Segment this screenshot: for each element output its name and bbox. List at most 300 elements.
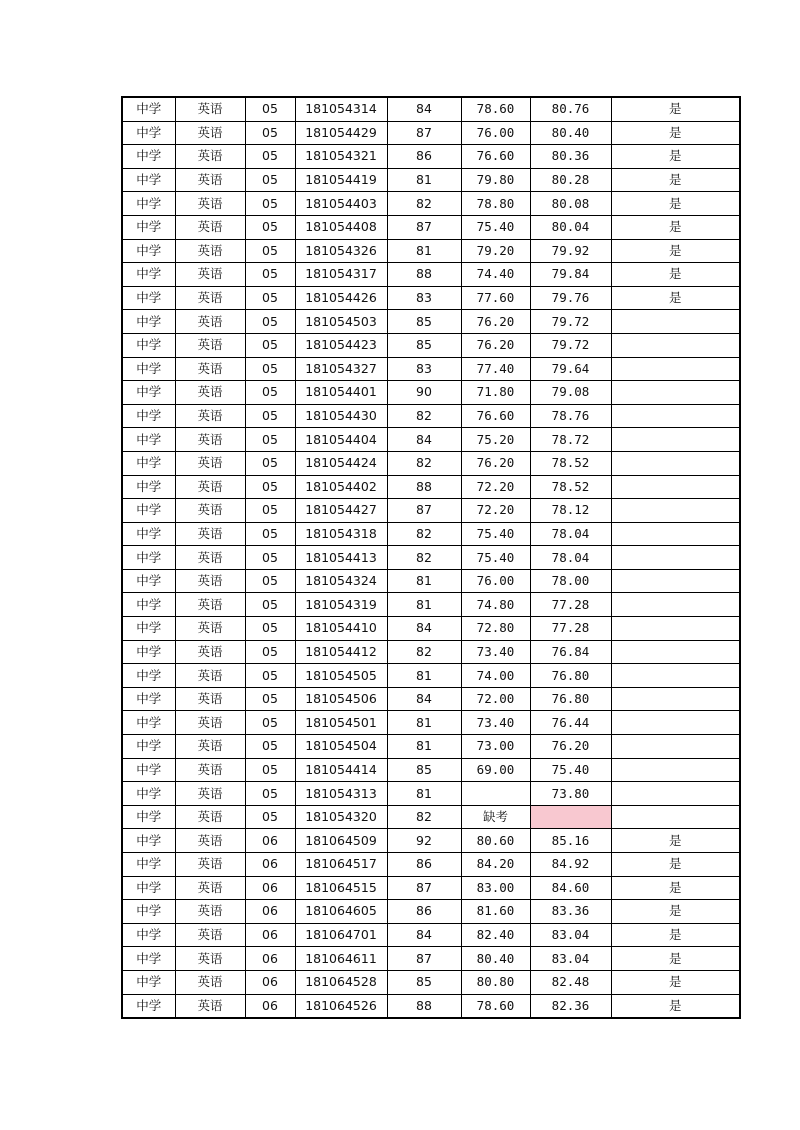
exam-id-cell: 181054413 — [295, 546, 387, 570]
table-row — [122, 475, 740, 499]
post-cell: 05 — [245, 310, 295, 334]
table-body — [122, 97, 740, 1018]
interview-score-cell: 83.00 — [461, 876, 530, 900]
post-cell: 06 — [245, 876, 295, 900]
total-score-cell: 79.76 — [530, 286, 611, 310]
post-cell: 05 — [245, 263, 295, 287]
total-score-cell — [530, 805, 611, 829]
exam-id-cell: 181054426 — [295, 286, 387, 310]
stage-cell: 中学 — [122, 168, 175, 192]
exam-id-cell: 181054505 — [295, 664, 387, 688]
post-cell: 06 — [245, 947, 295, 971]
table-row — [122, 145, 740, 169]
table-row — [122, 758, 740, 782]
interview-score-cell: 76.00 — [461, 569, 530, 593]
stage-cell: 中学 — [122, 593, 175, 617]
stage-cell: 中学 — [122, 853, 175, 877]
exam-id-cell: 181054414 — [295, 758, 387, 782]
total-score-cell: 76.44 — [530, 711, 611, 735]
total-score-cell: 80.76 — [530, 97, 611, 121]
stage-cell: 中学 — [122, 569, 175, 593]
interview-score-cell: 73.00 — [461, 735, 530, 759]
checkup-cell: 是 — [611, 286, 740, 310]
stage-cell: 中学 — [122, 687, 175, 711]
exam-id-cell: 181054430 — [295, 404, 387, 428]
interview-score-cell: 78.60 — [461, 994, 530, 1018]
subject-cell: 英语 — [175, 782, 245, 806]
post-cell: 05 — [245, 286, 295, 310]
table-row — [122, 876, 740, 900]
post-cell: 05 — [245, 805, 295, 829]
checkup-cell: 是 — [611, 215, 740, 239]
stage-cell: 中学 — [122, 357, 175, 381]
written-score-cell: 82 — [387, 522, 461, 546]
written-score-cell: 84 — [387, 97, 461, 121]
post-cell: 05 — [245, 192, 295, 216]
total-score-cell: 80.04 — [530, 215, 611, 239]
total-score-cell: 85.16 — [530, 829, 611, 853]
post-cell: 05 — [245, 687, 295, 711]
exam-id-cell: 181054321 — [295, 145, 387, 169]
score-table — [121, 96, 741, 1019]
written-score-cell: 85 — [387, 310, 461, 334]
subject-cell: 英语 — [175, 239, 245, 263]
written-score-cell: 87 — [387, 499, 461, 523]
post-cell: 05 — [245, 640, 295, 664]
table-row — [122, 522, 740, 546]
post-cell: 05 — [245, 711, 295, 735]
interview-score-cell: 76.20 — [461, 451, 530, 475]
subject-cell: 英语 — [175, 711, 245, 735]
table-row — [122, 192, 740, 216]
table-row — [122, 735, 740, 759]
total-score-cell: 78.00 — [530, 569, 611, 593]
interview-score-cell: 80.60 — [461, 829, 530, 853]
exam-id-cell: 181064517 — [295, 853, 387, 877]
table-row — [122, 404, 740, 428]
subject-cell: 英语 — [175, 829, 245, 853]
subject-cell: 英语 — [175, 805, 245, 829]
table-row — [122, 286, 740, 310]
total-score-cell: 79.92 — [530, 239, 611, 263]
subject-cell: 英语 — [175, 994, 245, 1018]
exam-id-cell: 181054313 — [295, 782, 387, 806]
table-row — [122, 711, 740, 735]
stage-cell: 中学 — [122, 970, 175, 994]
post-cell: 05 — [245, 593, 295, 617]
table-row — [122, 428, 740, 452]
written-score-cell: 87 — [387, 121, 461, 145]
table-row — [122, 617, 740, 641]
checkup-cell — [611, 404, 740, 428]
subject-cell: 英语 — [175, 900, 245, 924]
subject-cell: 英语 — [175, 499, 245, 523]
interview-score-cell: 72.80 — [461, 617, 530, 641]
exam-id-cell: 181054424 — [295, 451, 387, 475]
post-cell: 05 — [245, 404, 295, 428]
total-score-cell: 80.36 — [530, 145, 611, 169]
table-row — [122, 168, 740, 192]
post-cell: 05 — [245, 381, 295, 405]
total-score-cell: 79.84 — [530, 263, 611, 287]
written-score-cell: 88 — [387, 263, 461, 287]
written-score-cell: 92 — [387, 829, 461, 853]
post-cell: 05 — [245, 333, 295, 357]
checkup-cell — [611, 522, 740, 546]
stage-cell: 中学 — [122, 900, 175, 924]
total-score-cell: 73.80 — [530, 782, 611, 806]
subject-cell: 英语 — [175, 735, 245, 759]
exam-id-cell: 181064605 — [295, 900, 387, 924]
checkup-cell: 是 — [611, 239, 740, 263]
checkup-cell — [611, 381, 740, 405]
stage-cell: 中学 — [122, 805, 175, 829]
interview-score-cell: 74.40 — [461, 263, 530, 287]
exam-id-cell: 181054429 — [295, 121, 387, 145]
interview-score-cell: 84.20 — [461, 853, 530, 877]
written-score-cell: 81 — [387, 569, 461, 593]
total-score-cell: 79.64 — [530, 357, 611, 381]
exam-id-cell: 181054401 — [295, 381, 387, 405]
subject-cell: 英语 — [175, 522, 245, 546]
table-row — [122, 994, 740, 1018]
post-cell: 05 — [245, 569, 295, 593]
stage-cell: 中学 — [122, 735, 175, 759]
table-row — [122, 381, 740, 405]
total-score-cell: 77.28 — [530, 617, 611, 641]
subject-cell: 英语 — [175, 357, 245, 381]
post-cell: 05 — [245, 145, 295, 169]
stage-cell: 中学 — [122, 617, 175, 641]
interview-score-cell: 76.60 — [461, 145, 530, 169]
written-score-cell: 86 — [387, 145, 461, 169]
exam-id-cell: 181054319 — [295, 593, 387, 617]
subject-cell: 英语 — [175, 970, 245, 994]
interview-score-cell: 80.80 — [461, 970, 530, 994]
subject-cell: 英语 — [175, 569, 245, 593]
exam-id-cell: 181054412 — [295, 640, 387, 664]
total-score-cell: 79.08 — [530, 381, 611, 405]
stage-cell: 中学 — [122, 145, 175, 169]
stage-cell: 中学 — [122, 475, 175, 499]
stage-cell: 中学 — [122, 451, 175, 475]
stage-cell: 中学 — [122, 333, 175, 357]
checkup-cell: 是 — [611, 97, 740, 121]
table-row — [122, 97, 740, 121]
exam-id-cell: 181054506 — [295, 687, 387, 711]
subject-cell: 英语 — [175, 687, 245, 711]
subject-cell: 英语 — [175, 263, 245, 287]
post-cell: 05 — [245, 758, 295, 782]
checkup-cell — [611, 593, 740, 617]
interview-score-cell: 75.20 — [461, 428, 530, 452]
stage-cell: 中学 — [122, 239, 175, 263]
total-score-cell: 75.40 — [530, 758, 611, 782]
subject-cell: 英语 — [175, 640, 245, 664]
stage-cell: 中学 — [122, 994, 175, 1018]
exam-id-cell: 181054326 — [295, 239, 387, 263]
post-cell: 06 — [245, 829, 295, 853]
post-cell: 05 — [245, 168, 295, 192]
interview-score-cell: 79.80 — [461, 168, 530, 192]
total-score-cell: 80.08 — [530, 192, 611, 216]
total-score-cell: 84.92 — [530, 853, 611, 877]
written-score-cell: 87 — [387, 215, 461, 239]
subject-cell: 英语 — [175, 664, 245, 688]
checkup-cell — [611, 310, 740, 334]
subject-cell: 英语 — [175, 947, 245, 971]
table-row — [122, 853, 740, 877]
table-row — [122, 569, 740, 593]
subject-cell: 英语 — [175, 168, 245, 192]
exam-id-cell: 181054410 — [295, 617, 387, 641]
post-cell: 06 — [245, 994, 295, 1018]
subject-cell: 英语 — [175, 546, 245, 570]
exam-id-cell: 181064526 — [295, 994, 387, 1018]
table-row — [122, 310, 740, 334]
total-score-cell: 83.04 — [530, 947, 611, 971]
exam-id-cell: 181054327 — [295, 357, 387, 381]
checkup-cell: 是 — [611, 900, 740, 924]
written-score-cell: 83 — [387, 357, 461, 381]
total-score-cell: 78.72 — [530, 428, 611, 452]
interview-score-cell: 71.80 — [461, 381, 530, 405]
exam-id-cell: 181064509 — [295, 829, 387, 853]
post-cell: 05 — [245, 522, 295, 546]
post-cell: 05 — [245, 215, 295, 239]
written-score-cell: 85 — [387, 333, 461, 357]
exam-id-cell: 181064528 — [295, 970, 387, 994]
interview-score-cell: 76.60 — [461, 404, 530, 428]
total-score-cell: 82.36 — [530, 994, 611, 1018]
subject-cell: 英语 — [175, 97, 245, 121]
written-score-cell: 82 — [387, 805, 461, 829]
checkup-cell: 是 — [611, 263, 740, 287]
stage-cell: 中学 — [122, 923, 175, 947]
interview-score-cell: 76.00 — [461, 121, 530, 145]
exam-id-cell: 181054403 — [295, 192, 387, 216]
checkup-cell — [611, 428, 740, 452]
written-score-cell: 81 — [387, 239, 461, 263]
stage-cell: 中学 — [122, 286, 175, 310]
interview-score-cell: 77.40 — [461, 357, 530, 381]
subject-cell: 英语 — [175, 617, 245, 641]
written-score-cell: 90 — [387, 381, 461, 405]
written-score-cell: 86 — [387, 853, 461, 877]
exam-id-cell: 181054320 — [295, 805, 387, 829]
written-score-cell: 88 — [387, 994, 461, 1018]
stage-cell: 中学 — [122, 546, 175, 570]
written-score-cell: 81 — [387, 782, 461, 806]
subject-cell: 英语 — [175, 593, 245, 617]
exam-id-cell: 181054402 — [295, 475, 387, 499]
exam-id-cell: 181054419 — [295, 168, 387, 192]
stage-cell: 中学 — [122, 192, 175, 216]
exam-id-cell: 181064611 — [295, 947, 387, 971]
subject-cell: 英语 — [175, 451, 245, 475]
checkup-cell — [611, 569, 740, 593]
exam-id-cell: 181054408 — [295, 215, 387, 239]
interview-score-cell: 72.00 — [461, 687, 530, 711]
stage-cell: 中学 — [122, 428, 175, 452]
table-row — [122, 782, 740, 806]
post-cell: 05 — [245, 782, 295, 806]
checkup-cell: 是 — [611, 947, 740, 971]
checkup-cell — [611, 640, 740, 664]
subject-cell: 英语 — [175, 404, 245, 428]
written-score-cell: 82 — [387, 451, 461, 475]
table-row — [122, 121, 740, 145]
written-score-cell: 86 — [387, 900, 461, 924]
subject-cell: 英语 — [175, 381, 245, 405]
post-cell: 05 — [245, 617, 295, 641]
post-cell: 05 — [245, 546, 295, 570]
checkup-cell — [611, 451, 740, 475]
post-cell: 05 — [245, 428, 295, 452]
stage-cell: 中学 — [122, 664, 175, 688]
stage-cell: 中学 — [122, 121, 175, 145]
table-row — [122, 499, 740, 523]
post-cell: 05 — [245, 664, 295, 688]
written-score-cell: 81 — [387, 593, 461, 617]
interview-score-cell: 74.00 — [461, 664, 530, 688]
total-score-cell: 76.80 — [530, 664, 611, 688]
written-score-cell: 82 — [387, 546, 461, 570]
interview-score-cell: 75.40 — [461, 522, 530, 546]
table-row — [122, 923, 740, 947]
post-cell: 05 — [245, 475, 295, 499]
checkup-cell — [611, 735, 740, 759]
written-score-cell: 84 — [387, 428, 461, 452]
interview-score-cell: 75.40 — [461, 546, 530, 570]
subject-cell: 英语 — [175, 876, 245, 900]
stage-cell: 中学 — [122, 310, 175, 334]
checkup-cell: 是 — [611, 145, 740, 169]
stage-cell: 中学 — [122, 782, 175, 806]
table-row — [122, 805, 740, 829]
written-score-cell: 82 — [387, 404, 461, 428]
subject-cell: 英语 — [175, 333, 245, 357]
stage-cell: 中学 — [122, 522, 175, 546]
exam-id-cell: 181054427 — [295, 499, 387, 523]
post-cell: 06 — [245, 900, 295, 924]
checkup-cell — [611, 711, 740, 735]
checkup-cell — [611, 664, 740, 688]
total-score-cell: 78.76 — [530, 404, 611, 428]
total-score-cell: 77.28 — [530, 593, 611, 617]
written-score-cell: 81 — [387, 735, 461, 759]
stage-cell: 中学 — [122, 499, 175, 523]
interview-score-cell: 79.20 — [461, 239, 530, 263]
table-row — [122, 239, 740, 263]
table-row — [122, 640, 740, 664]
written-score-cell: 87 — [387, 876, 461, 900]
total-score-cell: 80.40 — [530, 121, 611, 145]
exam-id-cell: 181054314 — [295, 97, 387, 121]
checkup-cell — [611, 546, 740, 570]
written-score-cell: 81 — [387, 711, 461, 735]
checkup-cell — [611, 805, 740, 829]
total-score-cell: 78.12 — [530, 499, 611, 523]
written-score-cell: 81 — [387, 168, 461, 192]
table-row — [122, 593, 740, 617]
checkup-cell: 是 — [611, 876, 740, 900]
total-score-cell: 78.04 — [530, 546, 611, 570]
checkup-cell: 是 — [611, 853, 740, 877]
checkup-cell — [611, 617, 740, 641]
total-score-cell: 83.04 — [530, 923, 611, 947]
exam-id-cell: 181064701 — [295, 923, 387, 947]
checkup-cell — [611, 499, 740, 523]
subject-cell: 英语 — [175, 310, 245, 334]
checkup-cell: 是 — [611, 970, 740, 994]
total-score-cell: 83.36 — [530, 900, 611, 924]
checkup-cell: 是 — [611, 192, 740, 216]
written-score-cell: 84 — [387, 923, 461, 947]
table-row — [122, 451, 740, 475]
total-score-cell: 84.60 — [530, 876, 611, 900]
table-row — [122, 947, 740, 971]
total-score-cell: 79.72 — [530, 310, 611, 334]
table-row — [122, 333, 740, 357]
subject-cell: 英语 — [175, 428, 245, 452]
post-cell: 05 — [245, 121, 295, 145]
checkup-cell: 是 — [611, 829, 740, 853]
exam-id-cell: 181064515 — [295, 876, 387, 900]
checkup-cell — [611, 333, 740, 357]
post-cell: 06 — [245, 853, 295, 877]
written-score-cell: 85 — [387, 758, 461, 782]
subject-cell: 英语 — [175, 145, 245, 169]
checkup-cell — [611, 475, 740, 499]
checkup-cell: 是 — [611, 168, 740, 192]
total-score-cell: 80.28 — [530, 168, 611, 192]
exam-id-cell: 181054324 — [295, 569, 387, 593]
stage-cell: 中学 — [122, 876, 175, 900]
subject-cell: 英语 — [175, 286, 245, 310]
interview-score-cell: 75.40 — [461, 215, 530, 239]
checkup-cell — [611, 357, 740, 381]
checkup-cell: 是 — [611, 994, 740, 1018]
exam-id-cell: 181054318 — [295, 522, 387, 546]
total-score-cell: 76.20 — [530, 735, 611, 759]
stage-cell: 中学 — [122, 381, 175, 405]
table-row — [122, 546, 740, 570]
written-score-cell: 82 — [387, 640, 461, 664]
interview-score-cell: 77.60 — [461, 286, 530, 310]
table-row — [122, 357, 740, 381]
post-cell: 05 — [245, 735, 295, 759]
interview-score-cell: 78.80 — [461, 192, 530, 216]
stage-cell: 中学 — [122, 758, 175, 782]
total-score-cell: 78.52 — [530, 451, 611, 475]
interview-score-cell: 80.40 — [461, 947, 530, 971]
total-score-cell: 76.84 — [530, 640, 611, 664]
interview-score-cell: 72.20 — [461, 475, 530, 499]
interview-score-cell: 78.60 — [461, 97, 530, 121]
table-row — [122, 687, 740, 711]
stage-cell: 中学 — [122, 829, 175, 853]
stage-cell: 中学 — [122, 263, 175, 287]
interview-score-cell: 73.40 — [461, 640, 530, 664]
subject-cell: 英语 — [175, 121, 245, 145]
total-score-cell: 78.04 — [530, 522, 611, 546]
interview-score-cell: 76.20 — [461, 333, 530, 357]
checkup-cell — [611, 758, 740, 782]
interview-score-cell: 69.00 — [461, 758, 530, 782]
stage-cell: 中学 — [122, 97, 175, 121]
total-score-cell: 76.80 — [530, 687, 611, 711]
